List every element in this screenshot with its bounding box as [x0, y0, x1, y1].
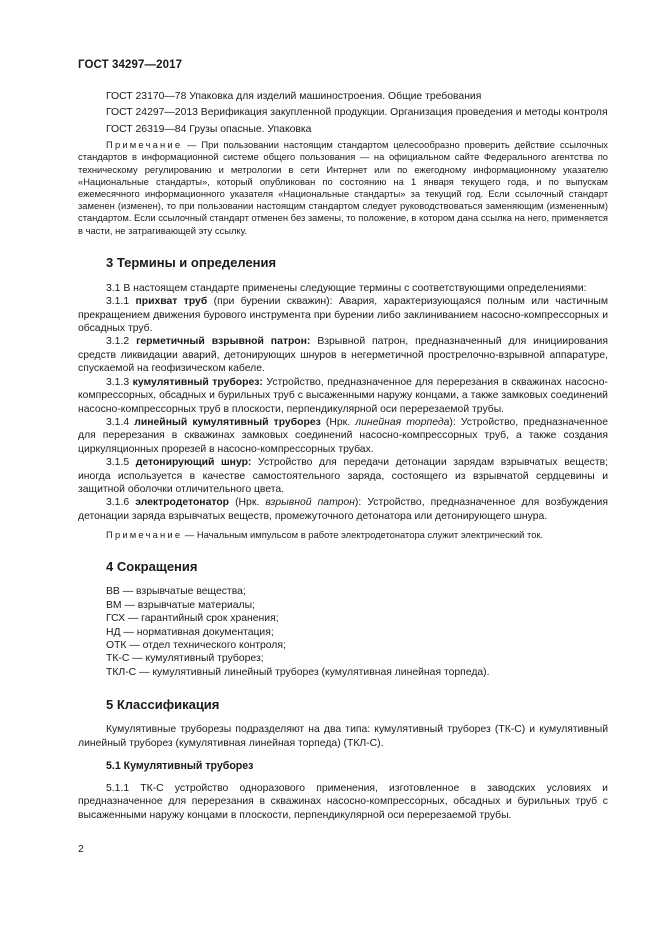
section-3-heading: 3 Термины и определения: [106, 254, 277, 270]
term-definition: 3.1.5 детонирующий шнур: Устройство для передачи детонации зарядам взрывчатых веществ; иногда используется в качестве самостоятельного заряда, состоящего из взрывчатой сердцевины и защитной оболочки отличительного цвета.: [78, 457, 608, 495]
section-5-text: Кумулятивные труборезы подразделяют на два типа: кумулятивный труборез (ТК-С) и кумулятивный линейный труборез (кумулятивная линейная торпеда) (ТКЛ-С).: [78, 724, 608, 749]
term-definition: 3.1.6 электродетонатор (Нрк. взрывной патрон): Устройство, предназначенное для возбуждения детонации заряда взрывчатых веществ, промежуточного детонатора или детонирующего шнура.: [78, 497, 608, 522]
note-text: — При пользовании настоящим стандартом целесообразно проверить действие ссылочных стандартов в информационной системе общего пользования — на официальном сайте Федерального агентства по техническому регулированию и метрологии в сети Интернет или по ежегодному информационному указателю «Национальные стандарты», который опубликован по состоянию на 1 января текущего года, и по выпускам ежемесячного информационного указателя «Национальные стандарты» за текущий год. Если ссылочный стандарт заменен (изменен), то при пользовании настоящим стандартом следует руководствоваться заменяющим (измененным) стандартом. Если ссылочный стандарт отменен без замены, то положение, в котором дана ссылка на него, применяется в части, не затрагивающей эту ссылку.: [78, 139, 608, 236]
term-name: линейный кумулятивный труборез: [134, 416, 321, 428]
list-item: НД — нормативная документация;: [106, 626, 274, 638]
section-3-intro: 3.1 В настоящем стандарте применены следующие термины с соответствующими определениями:: [106, 282, 587, 294]
subsection-heading: 5.1 Кумулятивный труборез: [106, 760, 254, 773]
note-text: — Начальным импульсом в работе электродетонатора служит электрический ток.: [182, 529, 544, 541]
note-paragraph: [78, 529, 608, 541]
term-name: кумулятивный труборез:: [132, 376, 263, 388]
note-paragraph: [78, 139, 608, 237]
term-name: прихват труб: [135, 296, 208, 308]
list-item: ТКЛ-С — кумулятивный линейный труборез (кумулятивная линейная торпеда).: [106, 666, 490, 678]
term-definition: 3.1.4 линейный кумулятивный труборез (Нрк. линейная торпеда): Устройство, предназначенное для перерезания в скважинах замковых соединений насосно-компрессорных труб, а также создания циркуляционных прорезей в насосно-компрессорных трубах.: [78, 416, 608, 455]
list-item: ГСХ — гарантийный срок хранения;: [106, 613, 279, 625]
list-item: ВМ — взрывчатые материалы;: [106, 599, 255, 611]
term-name: детонирующий шнур:: [135, 457, 252, 469]
document-header: ГОСТ 34297—2017: [78, 59, 183, 71]
term-name: электродетонатор: [135, 497, 230, 509]
reference-item: ГОСТ 24297—2013 Верификация закупленной продукции. Организация проведения и методы контроля: [106, 107, 608, 119]
page-content: [78, 90, 608, 822]
list-item: ВВ — взрывчатые вещества;: [106, 586, 246, 598]
list-item: ОТК — отдел технического контроля;: [106, 639, 286, 651]
term-definition: 3.1.2 герметичный взрывной патрон: Взрывной патрон, предназначенный для инициирования средств ликвидации аварий, детонирующих шнуров в негерметичной прострелочно-взрывной аппаратуре, спускаемой на геофизическом кабеле.: [78, 336, 608, 375]
subsection-text: 5.1.1 ТК-С устройство одноразового применения, изготовленное в заводских условиях и предназначенное для перерезания в скважинах насосно-компрессорных, обсадных и бурильных труб с высаженными наружу концами в плоскости, перпендикулярной оси перерезаемой трубы.: [78, 783, 608, 821]
term-definition: 3.1.1 прихват труб (при бурении скважин): Авария, характеризующаяся полным или частичным прекращением движения бурового инструмента при бурении либо заклиниванием насосно-компрессорных и обсадных труб.: [78, 296, 609, 335]
note-label: Примечание: [106, 139, 183, 151]
reference-item: ГОСТ 23170—78 Упаковка для изделий машиностроения. Общие требования: [106, 91, 482, 102]
section-5-heading: 5 Классификация: [106, 697, 220, 713]
term-definition: 3.1.3 кумулятивный труборез: Устройство, предназначенное для перерезания в скважинах насосно-компрессорных, обсадных и бурильных труб с высаженными наружу концами, а также замковых соединений насосно-компрессорных труб в плоскости, перпендикулярной оси перерезаемой трубы.: [78, 376, 609, 415]
term-name: герметичный взрывной патрон:: [136, 336, 311, 348]
reference-item: ГОСТ 26319—84 Грузы опасные. Упаковка: [106, 123, 312, 135]
page-number: 2: [78, 843, 84, 855]
list-item: ТК-С — кумулятивный труборез;: [106, 653, 264, 665]
section-4-heading: 4 Сокращения: [106, 559, 198, 575]
note-label: Примечание: [106, 529, 183, 541]
abbreviation-list: [78, 585, 608, 679]
